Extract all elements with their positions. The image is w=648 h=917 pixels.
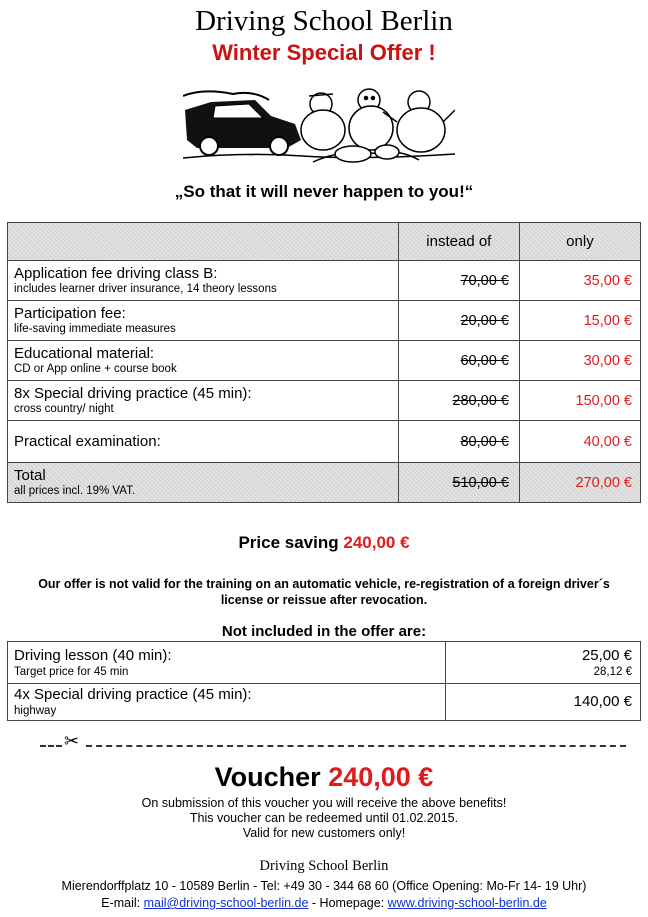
email-link[interactable]: mail@driving-school-berlin.de: [143, 896, 309, 910]
table-row: [8, 341, 641, 381]
price-saving-amount: 240,00 €: [343, 533, 410, 552]
new-price: 30,00 €: [519, 341, 640, 381]
price-saving: [0, 531, 648, 555]
total-label: Total: [14, 467, 46, 484]
row-label: 8x Special driving practice (45 min):: [14, 385, 252, 402]
row-label: Educational material:: [14, 345, 155, 362]
header-empty-cell: [8, 223, 399, 261]
voucher-line: On submission of this voucher you will receive the above benefits!: [141, 796, 507, 810]
snowman-icon: [349, 89, 393, 150]
old-price: 60,00 €: [460, 352, 509, 369]
old-price: 20,00 €: [460, 312, 509, 329]
voucher-label: Voucher: [214, 762, 321, 792]
footer-contact: [0, 895, 648, 911]
footer-address: Mierendorffplatz 10 - 10589 Berlin - Tel: +49 30 - 344 68 60 (Office Opening: Mo-Fr 14- 19 Uhr): [61, 879, 587, 893]
table-row: [8, 642, 641, 684]
table-row: [8, 261, 641, 301]
row-label: Application fee driving class B:: [14, 265, 218, 282]
new-price: 35,00 €: [519, 261, 640, 301]
page-title: Driving School Berlin: [195, 5, 453, 37]
row-sublabel: cross country/ night: [14, 403, 114, 415]
scissors-icon: ✂: [64, 731, 80, 751]
homepage-link[interactable]: www.driving-school-berlin.de: [387, 896, 547, 910]
footer-school-name: Driving School Berlin: [259, 858, 389, 874]
dashed-divider: [86, 745, 626, 747]
row-price: 25,00 €: [581, 646, 632, 664]
header-instead-of: instead of: [398, 223, 519, 261]
new-price: 40,00 €: [519, 421, 640, 463]
car-snowmen-illustration: [183, 88, 455, 166]
price-saving-label: Price saving: [238, 533, 339, 552]
total-old-price: 510,00 €: [452, 474, 509, 491]
table-header-row: [8, 223, 641, 261]
table-row: [8, 684, 641, 721]
table-row: [8, 381, 641, 421]
total-new-price: 270,00 €: [519, 463, 640, 503]
offer-subtitle: Winter Special Offer !: [212, 40, 436, 65]
total-sublabel: all prices incl. 19% VAT.: [14, 485, 136, 497]
new-price: 15,00 €: [519, 301, 640, 341]
voucher-line: This voucher can be redeemed until 01.02.2015.: [189, 811, 459, 825]
row-sublabel: highway: [14, 705, 57, 717]
table-row: [8, 301, 641, 341]
row-sublabel: CD or App online + course book: [14, 363, 177, 375]
old-price: 80,00 €: [460, 433, 509, 450]
snowman-icon: [301, 93, 345, 150]
dashed-divider: [40, 745, 62, 747]
row-label: Driving lesson (40 min):: [14, 646, 172, 664]
snowman-icon: [383, 91, 455, 152]
car-icon: [183, 91, 301, 155]
table-row: [8, 421, 641, 463]
not-included-table: [7, 641, 641, 721]
total-row: [8, 463, 641, 503]
row-label: 4x Special driving practice (45 min):: [14, 686, 252, 703]
row-sublabel: life-saving immediate measures: [14, 323, 176, 335]
row-price-sub: 28,12 €: [593, 665, 632, 678]
offer-note: Our offer is not valid for the training on an automatic vehicle, re-registration of a foreign driver´s license or reissue after revocation.: [38, 577, 610, 607]
not-included-title: Not included in the offer are:: [221, 623, 427, 640]
voucher-amount: 240,00 €: [328, 762, 434, 792]
new-price: 150,00 €: [519, 381, 640, 421]
row-label: Participation fee:: [14, 305, 126, 322]
homepage-label: - Homepage:: [311, 896, 385, 910]
slogan: „So that it will never happen to you!“: [174, 182, 474, 201]
row-sublabel: Target price for 45 min: [14, 665, 129, 678]
row-sublabel: includes learner driver insurance, 14 theory lessons: [14, 283, 277, 295]
cut-line: [40, 731, 626, 757]
voucher-line: Valid for new customers only!: [242, 826, 406, 840]
old-price: 70,00 €: [460, 272, 509, 289]
offer-table: [7, 222, 641, 503]
old-price: 280,00 €: [452, 392, 509, 409]
row-price: 140,00 €: [573, 693, 632, 710]
email-label: E-mail:: [101, 896, 141, 910]
voucher-title: [0, 760, 648, 794]
row-label: Practical examination:: [14, 433, 161, 450]
header-only: only: [519, 223, 640, 261]
